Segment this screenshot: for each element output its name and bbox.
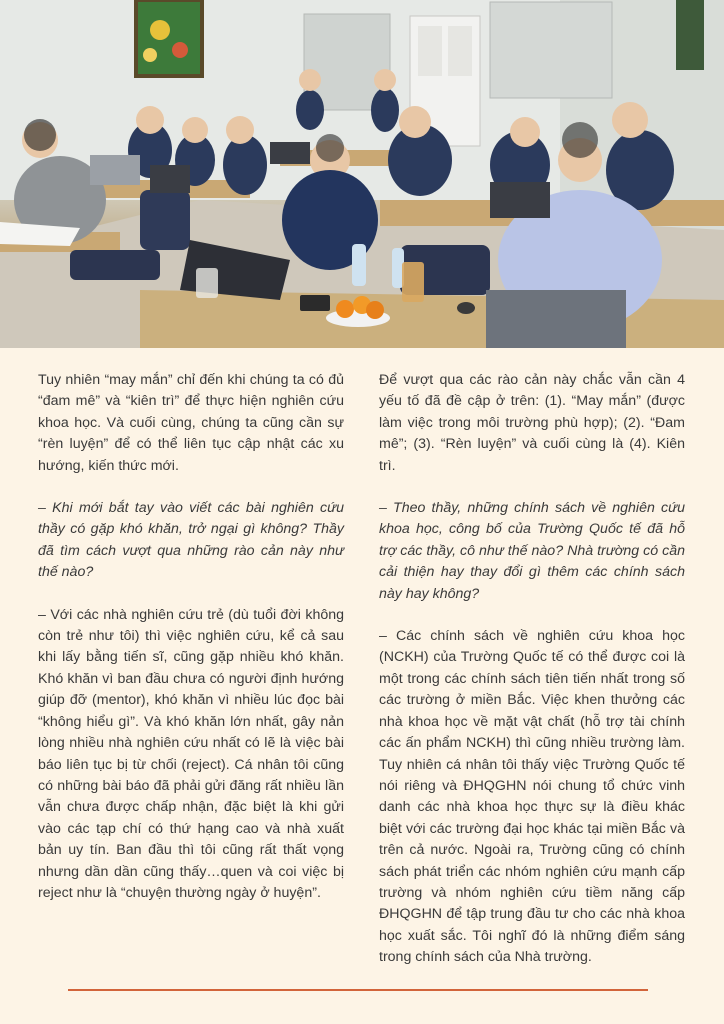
classroom-illustration: [0, 0, 724, 348]
article-paragraph: – Với các nhà nghiên cứu trẻ (dù tuổi đời không còn trẻ như tôi) thì việc nghiên cứu, kể cả sau khi lấy bằng tiến sĩ, cũng gặp nhiều khó khăn. Khó khăn vì ban đầu chưa có người định hướng giúp đỡ (mentor), khó khăn vì nhiều lúc đọc bài “không hiểu gì”. Và khó khăn lớn nhất, gây nản lòng nhiều nhà nghiên cứu nhất có lẽ là việc bài báo liên tục bị từ chối (reject). Cá nhân tôi cũng có những bài báo đã phải gửi đăng rất nhiều lần vẫn chưa được chấp nhận, đặc biệt là khi gửi vào các tạp chí có thứ hạng cao và nhà xuất bản uy tín. Ban đầu thì tôi cũng rất thất vọng nhưng dần dần cũng thấy…quen và coi việc bị reject như là “chuyện thường ngày ở huyện”.: [38, 606, 344, 901]
article-left-column: [38, 370, 344, 925]
footer-divider: [68, 989, 648, 991]
interview-question: – Theo thầy, những chính sách về nghiên cứu khoa học, công bố của Trường Quốc tế đã hỗ trợ các thầy, cô như thế nào? Nhà trường có cần cải thiện hay thay đổi gì thêm các chính sách này hay không?: [379, 500, 685, 602]
article-right-column: [379, 370, 685, 990]
classroom-photo: [0, 0, 724, 348]
article-paragraph: Để vượt qua các rào cản này chắc vẫn cần 4 yếu tố đã đề cập ở trên: (1). “May mắn” (được làm việc trong môi trường phù hợp); (2). “Đam mê”; (3). “Rèn luyện” và cuối cùng là (4). Kiên trì.: [379, 372, 685, 474]
interview-question: – Khi mới bắt tay vào viết các bài nghiên cứu thầy có gặp khó khăn, trở ngại gì không? Thầy đã tìm cách vượt qua những rào cản này như thế nào?: [38, 500, 344, 581]
article-paragraph: Tuy nhiên “may mắn” chỉ đến khi chúng ta có đủ “đam mê” và “kiên trì” để thực hiện nghiên cứu khoa học. Và cuối cùng, chúng ta cũng cần sự “rèn luyện” để có thể liên tục cập nhật các xu hướng, kiến thức mới.: [38, 372, 344, 474]
article-paragraph: – Các chính sách về nghiên cứu khoa học (NCKH) của Trường Quốc tế có thể được coi là một trong các chính sách tiên tiến nhất trong số các trường ở miền Bắc. Việc khen thưởng các nhà khoa học về mặt vật chất (hỗ trợ tài chính các ấn phẩm NCKH) thì cũng nhiều trường làm. Tuy nhiên cá nhân tôi thấy việc Trường Quốc tế nói riêng và ĐHQGHN nói chung tổ chức vinh danh các nhà khoa học thực sự là điều khác biệt với các trường đại học khác tại miền Bắc và trên cả nước. Ngoài ra, Trường cũng có chính sách phát triển các nhóm nghiên cứu mạnh cấp trường và nhóm nghiên cứu tiềm năng cấp ĐHQGHN để tập trung đầu tư cho các nhà khoa học xuất sắc. Tôi nghĩ đó là những điểm sáng trong chính sách của Nhà trường.: [379, 628, 685, 966]
